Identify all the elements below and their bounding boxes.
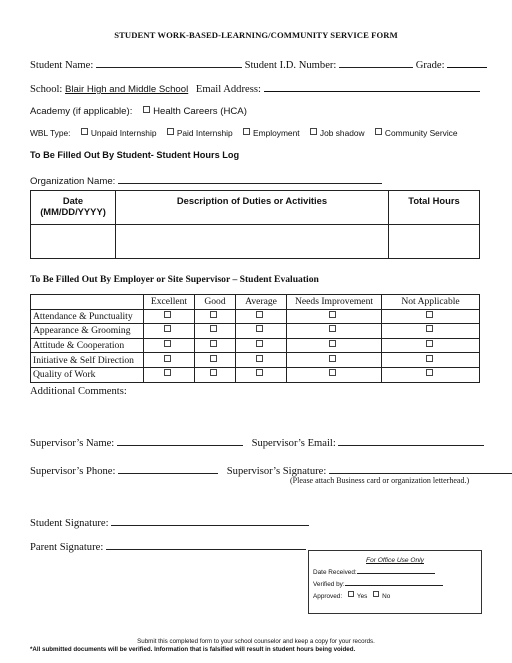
checkbox-icon[interactable] bbox=[310, 128, 317, 135]
total-hours-cell[interactable] bbox=[389, 225, 480, 259]
date-cell[interactable] bbox=[31, 225, 116, 259]
checkbox-icon[interactable] bbox=[256, 311, 263, 318]
checkbox-icon[interactable] bbox=[329, 325, 336, 332]
wbl-option-paid-internship[interactable]: Paid Internship bbox=[167, 128, 233, 138]
wbl-type-row bbox=[30, 128, 458, 138]
office-use-title: For Office Use Only bbox=[366, 557, 424, 564]
footer-instructions: Submit this completed form to your school counselor and keep a copy for your records. bbox=[137, 638, 375, 645]
criteria-label: Quality of Work bbox=[31, 367, 144, 382]
supervisor-name-label: Supervisor’s Name: bbox=[30, 438, 115, 449]
supervisor-row-1 bbox=[30, 436, 484, 449]
student-signature-label: Student Signature: bbox=[30, 518, 109, 529]
student-name-label: Student Name: bbox=[30, 60, 94, 71]
checkbox-icon[interactable] bbox=[164, 369, 171, 376]
supervisor-phone-field[interactable] bbox=[118, 464, 218, 474]
checkbox-icon[interactable] bbox=[329, 340, 336, 347]
checkbox-icon[interactable] bbox=[243, 128, 250, 135]
student-id-field[interactable] bbox=[339, 58, 413, 68]
checkbox-icon[interactable] bbox=[329, 355, 336, 362]
column-header-needs-improvement: Needs Improvement bbox=[287, 295, 382, 310]
office-use-box bbox=[308, 550, 482, 614]
academy-option[interactable]: Health Careers (HCA) bbox=[143, 106, 247, 117]
email-field[interactable] bbox=[264, 82, 480, 92]
wbl-option-employment[interactable]: Employment bbox=[243, 128, 300, 138]
checkbox-icon[interactable] bbox=[329, 311, 336, 318]
supervisor-signature-label: Supervisor’s Signature: bbox=[226, 466, 327, 477]
organization-row bbox=[30, 174, 382, 187]
school-row bbox=[30, 82, 480, 95]
date-received-row bbox=[313, 567, 481, 576]
checkbox-icon[interactable] bbox=[256, 340, 263, 347]
checkbox-icon[interactable] bbox=[375, 128, 382, 135]
checkbox-icon[interactable] bbox=[164, 311, 171, 318]
checkbox-icon[interactable] bbox=[256, 325, 263, 332]
academy-label: Academy (if applicable): bbox=[30, 106, 133, 117]
grade-label: Grade: bbox=[415, 60, 445, 71]
checkbox-icon[interactable] bbox=[210, 355, 217, 362]
footer-warning: *All submitted documents will be verified. Information that is falsified will result in student hours being voided. bbox=[30, 646, 356, 653]
criteria-label: Attitude & Cooperation bbox=[31, 338, 144, 353]
description-cell[interactable] bbox=[116, 225, 389, 259]
wbl-option-job-shadow[interactable]: Job shadow bbox=[310, 128, 365, 138]
approved-label: Approved: bbox=[313, 593, 343, 600]
checkbox-icon[interactable] bbox=[81, 128, 88, 135]
student-signature-field[interactable] bbox=[111, 516, 309, 526]
checkbox-icon[interactable] bbox=[143, 106, 150, 113]
table-row bbox=[31, 353, 480, 368]
checkbox-icon[interactable] bbox=[426, 311, 433, 318]
student-info-row bbox=[30, 58, 487, 71]
checkbox-icon[interactable] bbox=[373, 591, 379, 597]
table-row bbox=[31, 309, 480, 324]
parent-signature-row bbox=[30, 540, 306, 553]
additional-comments-label: Additional Comments: bbox=[30, 386, 127, 397]
checkbox-icon[interactable] bbox=[426, 355, 433, 362]
hours-log-table bbox=[30, 190, 480, 259]
checkbox-icon[interactable] bbox=[426, 340, 433, 347]
school-label: School: bbox=[30, 84, 63, 95]
checkbox-icon[interactable] bbox=[210, 369, 217, 376]
checkbox-icon[interactable] bbox=[348, 591, 354, 597]
checkbox-icon[interactable] bbox=[164, 340, 171, 347]
column-header-good: Good bbox=[195, 295, 236, 310]
parent-signature-label: Parent Signature: bbox=[30, 542, 104, 553]
column-header-excellent: Excellent bbox=[144, 295, 195, 310]
student-name-field[interactable] bbox=[96, 58, 242, 68]
column-header-total-hours: Total Hours bbox=[389, 191, 480, 225]
column-header-date: Date (MM/DD/YYYY) bbox=[31, 191, 116, 225]
checkbox-icon[interactable] bbox=[164, 355, 171, 362]
checkbox-icon[interactable] bbox=[167, 128, 174, 135]
approved-row bbox=[313, 591, 481, 600]
school-value: Blair High and Middle School bbox=[65, 84, 189, 95]
organization-label: Organization Name: bbox=[30, 176, 116, 187]
column-header-description: Description of Duties or Activities bbox=[116, 191, 389, 225]
table-row bbox=[31, 367, 480, 382]
supervisor-phone-label: Supervisor’s Phone: bbox=[30, 466, 116, 477]
evaluation-heading: To Be Filled Out By Employer or Site Supervisor – Student Evaluation bbox=[30, 274, 319, 285]
date-received-label: Date Received: bbox=[313, 569, 357, 576]
date-received-field[interactable] bbox=[357, 567, 435, 574]
parent-signature-field[interactable] bbox=[106, 540, 306, 550]
wbl-type-label: WBL Type: bbox=[30, 128, 71, 138]
checkbox-icon[interactable] bbox=[426, 369, 433, 376]
checkbox-icon[interactable] bbox=[426, 325, 433, 332]
approved-no-option[interactable]: No bbox=[373, 593, 390, 600]
organization-field[interactable] bbox=[118, 174, 382, 184]
checkbox-icon[interactable] bbox=[210, 340, 217, 347]
table-row bbox=[31, 338, 480, 353]
evaluation-table bbox=[30, 294, 480, 383]
student-signature-row bbox=[30, 516, 309, 529]
criteria-label: Appearance & Grooming bbox=[31, 324, 144, 339]
checkbox-icon[interactable] bbox=[329, 369, 336, 376]
grade-field[interactable] bbox=[447, 58, 487, 68]
student-id-label: Student I.D. Number: bbox=[244, 60, 337, 71]
email-label: Email Address: bbox=[195, 84, 261, 95]
supervisor-signature-field[interactable] bbox=[329, 464, 512, 474]
table-row bbox=[31, 324, 480, 339]
column-header-average: Average bbox=[236, 295, 287, 310]
column-header-criteria bbox=[31, 295, 144, 310]
criteria-label: Initiative & Self Direction bbox=[31, 353, 144, 368]
supervisor-name-field[interactable] bbox=[117, 436, 243, 446]
criteria-label: Attendance & Punctuality bbox=[31, 309, 144, 324]
verified-by-row bbox=[313, 579, 481, 588]
verified-by-field[interactable] bbox=[345, 579, 443, 586]
checkbox-icon[interactable] bbox=[256, 369, 263, 376]
verified-by-label: Verified by: bbox=[313, 581, 345, 588]
checkbox-icon[interactable] bbox=[210, 311, 217, 318]
supervisor-email-field[interactable] bbox=[338, 436, 484, 446]
supervisor-email-label: Supervisor’s Email: bbox=[251, 438, 336, 449]
checkbox-icon[interactable] bbox=[256, 355, 263, 362]
academy-row bbox=[30, 106, 247, 117]
wbl-option-unpaid-internship[interactable]: Unpaid Internship bbox=[81, 128, 157, 138]
hours-log-heading: To Be Filled Out By Student- Student Hours Log bbox=[30, 150, 240, 160]
column-header-not-applicable: Not Applicable bbox=[382, 295, 480, 310]
approved-yes-option[interactable]: Yes bbox=[348, 593, 367, 600]
form-title: STUDENT WORK-BASED-LEARNING/COMMUNITY SERVICE FORM bbox=[114, 30, 398, 40]
checkbox-icon[interactable] bbox=[210, 325, 217, 332]
attach-note: (Please attach Business card or organization letterhead.) bbox=[290, 476, 470, 485]
checkbox-icon[interactable] bbox=[164, 325, 171, 332]
wbl-option-community-service[interactable]: Community Service bbox=[375, 128, 458, 138]
